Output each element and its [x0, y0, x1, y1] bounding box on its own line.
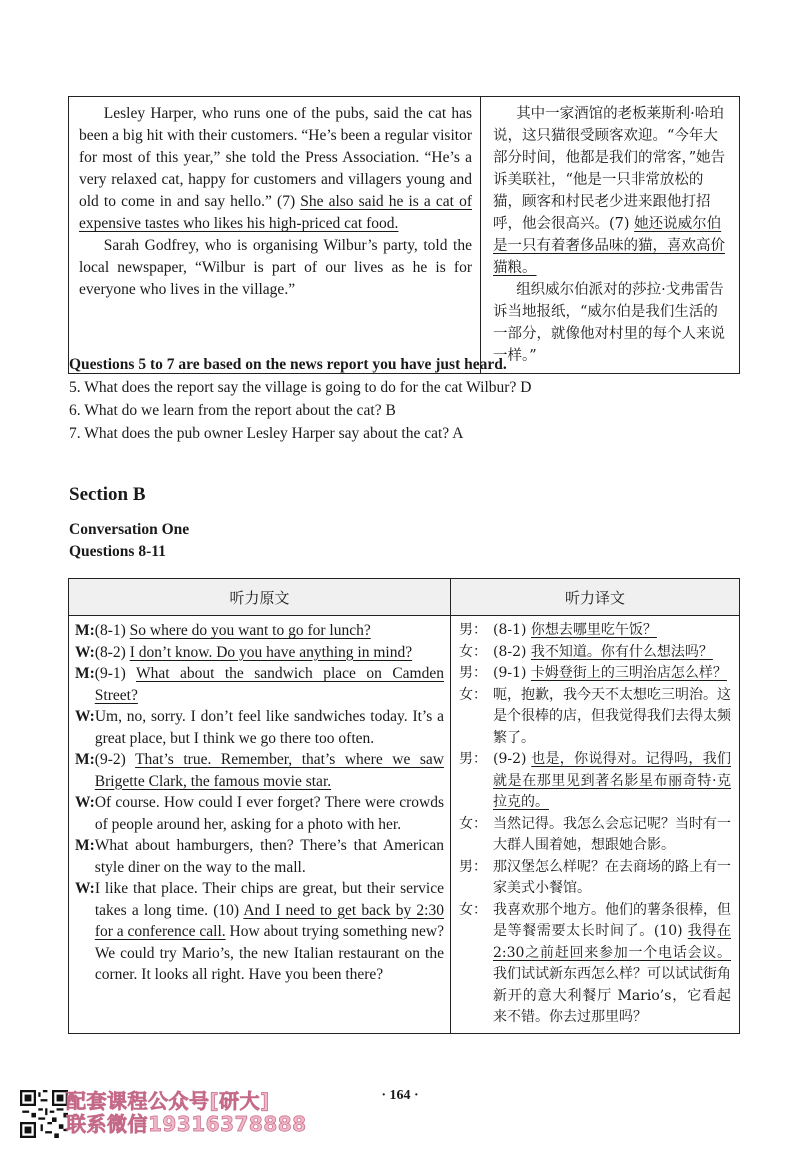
dialogue-turn [75, 642, 444, 664]
turn-text-part: How about trying something new? We could try Mario’s, the new Italian restaurant on the corner. It looks all right. Have you been there? [94, 923, 444, 983]
answer-underline: 也是，你说得对。记得吗，我们就是在那里见到著名影星布丽奇特·克拉克的。 [493, 751, 732, 810]
turn-text [95, 792, 444, 835]
en-paragraph-2 [79, 235, 472, 301]
turn-text-part: 我们试试新东西怎么样？可以试试街角新开的意大利餐厅 Mario’s，它看起来不错。你去过那里吗？ [493, 966, 731, 1025]
watermark-line-1: 配套课程公众号[研大] [66, 1089, 270, 1113]
paragraph-text: Sarah Godfrey, who is organising Wilbur’s party, told the local newspaper, “Wilbur is part of our lives as he is for everyone who lives in the village.” [79, 237, 472, 298]
speaker-label: M: [75, 751, 95, 768]
answer-underline: What about the sandwich place on Camden Street? [94, 665, 444, 704]
dialogue-turn [75, 663, 444, 706]
speaker-label: 男： [459, 858, 487, 875]
speaker-label: W: [75, 880, 95, 897]
speaker-label: 男： [459, 622, 487, 638]
answer-underline: 你想去哪里吃午饭？ [530, 622, 657, 638]
turn-text-part: 那汉堡怎么样呢？在去商场的路上有一家美式小餐馆。 [493, 858, 731, 896]
dialogue-turn [459, 857, 731, 900]
turn-text [493, 620, 731, 642]
dialogue-turn [75, 792, 444, 835]
answer-underline: And I need to get back by 2:30 for a conference call. [94, 901, 444, 940]
answer-underline: 卡姆登街上的三明治店怎么样？ [530, 665, 727, 681]
turn-text [493, 642, 731, 664]
speaker-label: 女： [459, 815, 487, 832]
paragraph-text: 组织威尔伯派对的莎拉·戈弗雷告诉当地报纸，“威尔伯是我们生活的一部分，就像他对村里的每个人来说一样。” [493, 282, 725, 364]
dialogue-turn [459, 900, 731, 1029]
turn-text-part: 呃，抱歉，我今天不太想吃三明治。这是个很棒的店，但我觉得我们去得太频繁了。 [493, 686, 731, 746]
turn-text-part: 我喜欢那个地方。他们的薯条很棒，但是等餐需要太长时间了。(10) [493, 901, 731, 939]
dialogue-turn [75, 706, 444, 749]
conversation-table [68, 578, 740, 1034]
speaker-label: W: [75, 794, 95, 811]
dialogue-turn [459, 814, 731, 857]
dialogue-turn [459, 620, 731, 642]
dialogue-turn [459, 685, 731, 750]
english-dialogue-cell [69, 616, 451, 1034]
turn-text-part: (9-2) [94, 751, 136, 768]
chinese-dialogue-cell [451, 616, 740, 1034]
qr-code-icon [20, 1090, 68, 1138]
page-number: · 164 · [381, 1088, 419, 1103]
turn-text [493, 814, 731, 857]
turn-text-part: (8-2) [94, 643, 130, 661]
section-title: Section B [69, 484, 146, 505]
turn-text-part: Um, no, sorry. I don’t feel like sandwiches today. It’s a great place, but I think we go there too often. [94, 708, 444, 747]
dialogue-turn [75, 878, 444, 986]
dialogue-turn [459, 642, 731, 664]
question-item: 5. What does the report say the village is going to do for the cat Wilbur? D [69, 379, 532, 396]
turn-text [493, 749, 731, 814]
turn-text-part: (9-1) [493, 665, 531, 681]
turn-text-part: I like that place. Their chips are great, but their service takes a long time. (10) [94, 880, 444, 919]
conversation-title: Conversation One [69, 521, 190, 538]
watermark [66, 1090, 307, 1136]
speaker-label: 男： [459, 751, 487, 767]
answer-underline: That’s true. Remember, that’s where we saw Brigette Clark, the famous movie star. [94, 751, 444, 790]
turn-text-part: (9-1) [94, 665, 136, 682]
turn-text-part: (9-2) [493, 751, 532, 767]
turn-text [493, 857, 731, 900]
turn-text [95, 878, 444, 986]
header-original: 听力原文 [69, 579, 451, 616]
speaker-label: M: [75, 622, 95, 639]
conversation-questions: Questions 8-11 [69, 543, 166, 560]
dialogue-turn [75, 835, 444, 878]
turn-text [95, 663, 444, 706]
turn-text-part: (8-1) [493, 622, 531, 638]
header-translation: 听力译文 [451, 579, 740, 616]
turn-text [493, 663, 731, 685]
turn-text-part: (8-2) [493, 643, 531, 660]
questions-block [69, 353, 749, 445]
turn-text [493, 685, 731, 750]
turn-text [95, 642, 444, 664]
turn-text [95, 706, 444, 749]
speaker-label: 女： [459, 643, 487, 660]
zh-paragraph-1 [493, 103, 731, 279]
dialogue-turn [75, 620, 444, 642]
dialogue-turn [459, 663, 731, 685]
paragraph-text: 其中一家酒馆的老板莱斯利·哈珀说，这只猫很受顾客欢迎。“今年大部分时间，他都是我们的常客，”她告诉美联社，“他是一只非常放松的猫，顾客和村民老少进来跟他打招呼，他会很高兴。(7) [493, 106, 726, 232]
turn-text [95, 749, 444, 792]
turn-text-part: Of course. How could I ever forget? There were crowds of people around her, asking for a photo with her. [94, 794, 444, 833]
english-transcript-cell [69, 97, 481, 374]
turn-text-part: (8-1) [94, 622, 130, 639]
answer-underline: So where do you want to go for lunch? [129, 622, 371, 639]
answer-underline: She also said he is a cat of expensive tastes who likes his high-priced cat food. [79, 193, 472, 232]
question-item: 7. What does the pub owner Lesley Harper say about the cat? A [69, 425, 464, 442]
en-paragraph-1 [79, 103, 472, 235]
speaker-label: M: [75, 837, 95, 854]
turn-text [95, 835, 444, 878]
dialogue-turn [75, 749, 444, 792]
turn-text [493, 900, 731, 1029]
answer-underline: I don’t know. Do you have anything in mind? [129, 643, 413, 661]
answer-underline: 她还说威尔伯是一只有着奢侈品味的猫，喜欢高价猫粮。 [493, 216, 725, 276]
news-report-table [68, 96, 740, 374]
turn-text-part: 当然记得。我怎么会忘记呢？当时有一大群人围着她，想跟她合影。 [493, 815, 731, 853]
speaker-label: W: [75, 708, 95, 725]
answer-underline: 我得在2:30之前赶回来参加一个电话会议。 [493, 923, 731, 961]
questions-heading: Questions 5 to 7 are based on the news report you have just heard. [69, 356, 507, 373]
speaker-label: 女： [459, 901, 487, 918]
speaker-label: 男： [459, 665, 487, 681]
paragraph-text: Lesley Harper, who runs one of the pubs, said the cat has been a big hit with their customers. “He’s been a regular visitor for most of this year,” she told the Press Association. “He’s a very relaxed cat, happy for customers and villagers young and old to come in and say hello.” (7) [79, 105, 472, 210]
speaker-label: 女： [459, 686, 487, 703]
turn-text-part: What about hamburgers, then? There’s that American style diner on the way to the mall. [94, 837, 444, 876]
watermark-line-2: 联系微信19316378888 [66, 1112, 307, 1136]
speaker-label: M: [75, 665, 95, 682]
question-item: 6. What do we learn from the report about the cat? B [69, 402, 396, 419]
chinese-translation-cell [481, 97, 740, 374]
dialogue-turn [459, 749, 731, 814]
turn-text [95, 620, 444, 642]
speaker-label: W: [75, 643, 95, 661]
answer-underline: 我不知道。你有什么想法吗？ [530, 643, 713, 660]
